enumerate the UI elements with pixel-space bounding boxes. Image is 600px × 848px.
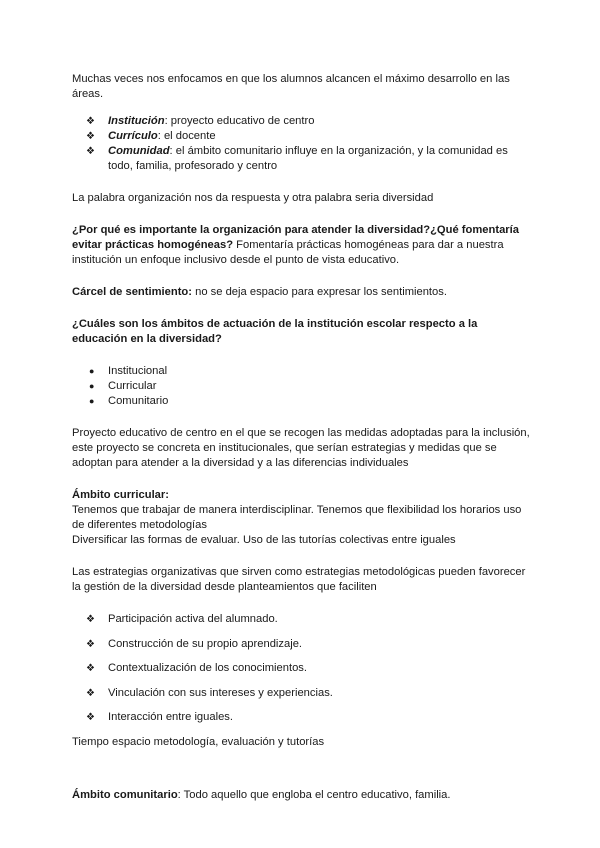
estrategias-paragraph: Las estrategias organizativas que sirven como estrategias metodológicas pueden favorecer la gestión de la diversidad desde planteamientos que faciliten — [72, 566, 526, 593]
comunitario-term: Ámbito comunitario — [72, 788, 178, 801]
areas-list — [72, 114, 532, 174]
estrategias-list — [72, 612, 532, 725]
tiempo-paragraph: Tiempo espacio metodología, evaluación y tutorías — [72, 735, 325, 748]
area-term: Institución — [108, 115, 165, 127]
organization-note: La palabra organización nos da respuesta y otra palabra seria diversidad — [72, 192, 434, 204]
list-item — [72, 129, 532, 144]
list-item: ❖ Contextualización de los conocimientos. — [86, 662, 307, 674]
curricular-heading: Ámbito curricular: — [72, 489, 169, 501]
comunitario-text: : Todo aquello que engloba el centro educativo, familia. — [177, 788, 451, 801]
question-1-paragraph — [72, 223, 532, 268]
area-term: Currículo — [108, 130, 158, 142]
list-item: ● Curricular — [89, 380, 157, 392]
list-item: ● Comunitario — [89, 395, 169, 407]
list-item: ❖ Participación activa del alumnado. — [86, 613, 278, 625]
document-page — [72, 72, 532, 803]
diamond-bullet-icon: ❖ — [86, 687, 95, 699]
curricular-line-2: Diversificar las formas de evaluar. Uso de las tutorías colectivas entre iguales — [72, 534, 456, 546]
diamond-bullet-icon: ❖ — [86, 712, 95, 723]
area-text: : el ámbito comunitario influye en la organización, y la comunidad es todo, familia, profesorado y centro — [108, 145, 508, 172]
diamond-bullet-icon: ❖ — [86, 614, 95, 625]
diamond-bullet-icon: ❖ — [86, 116, 95, 127]
carcel-paragraph — [72, 285, 532, 300]
bullet-icon: ● — [89, 396, 95, 406]
proyecto-paragraph: Proyecto educativo de centro en el que se recogen las medidas adoptadas para la inclusión, este proyecto se concreta en institucionales, que serían estrategias y medidas que se adoptan para atender a la diversidad y a las diferencias individuales — [72, 427, 530, 469]
area-text: : el docente — [157, 130, 216, 142]
comunitario-paragraph — [72, 788, 532, 803]
area-term: Comunidad — [108, 145, 170, 157]
ambitos-list — [72, 364, 532, 409]
diamond-bullet-icon: ❖ — [86, 638, 95, 650]
list-item: ❖ Vinculación con sus intereses y experiencias. — [86, 686, 333, 699]
bullet-icon: ● — [89, 366, 95, 376]
curricular-line-1: Tenemos que trabajar de manera interdisciplinar. Tenemos que flexibilidad los horarios uso de diferentes metodologías — [72, 504, 522, 531]
diamond-bullet-icon: ❖ — [86, 146, 95, 157]
bullet-icon: ● — [89, 381, 95, 391]
list-item: ● Institucional — [89, 365, 168, 377]
diamond-bullet-icon: ❖ — [86, 663, 95, 674]
list-item — [72, 114, 532, 129]
answer-1: Fomentaría prácticas homogéneas para dar a nuestra institución un enfoque inclusivo desde el punto de vista educativo. — [72, 239, 504, 266]
diamond-bullet-icon: ❖ — [86, 131, 95, 142]
list-item — [72, 144, 532, 174]
intro-paragraph: Muchas veces nos enfocamos en que los alumnos alcancen el máximo desarrollo en las áreas. — [72, 73, 510, 100]
area-text: : proyecto educativo de centro — [164, 115, 315, 127]
carcel-text: no se deja espacio para expresar los sentimientos. — [192, 286, 447, 298]
list-item: ❖ Construcción de su propio aprendizaje. — [86, 637, 303, 650]
question-1: ¿Por qué es importante la organización para atender la diversidad?¿Qué fomentaría evitar prácticas homogéneas? — [72, 224, 519, 251]
question-2: ¿Cuáles son los ámbitos de actuación de la institución escolar respecto a la educación en la diversidad? — [72, 318, 478, 345]
carcel-term: Cárcel de sentimiento: — [72, 286, 192, 298]
list-item: ❖ Interacción entre iguales. — [86, 711, 234, 723]
